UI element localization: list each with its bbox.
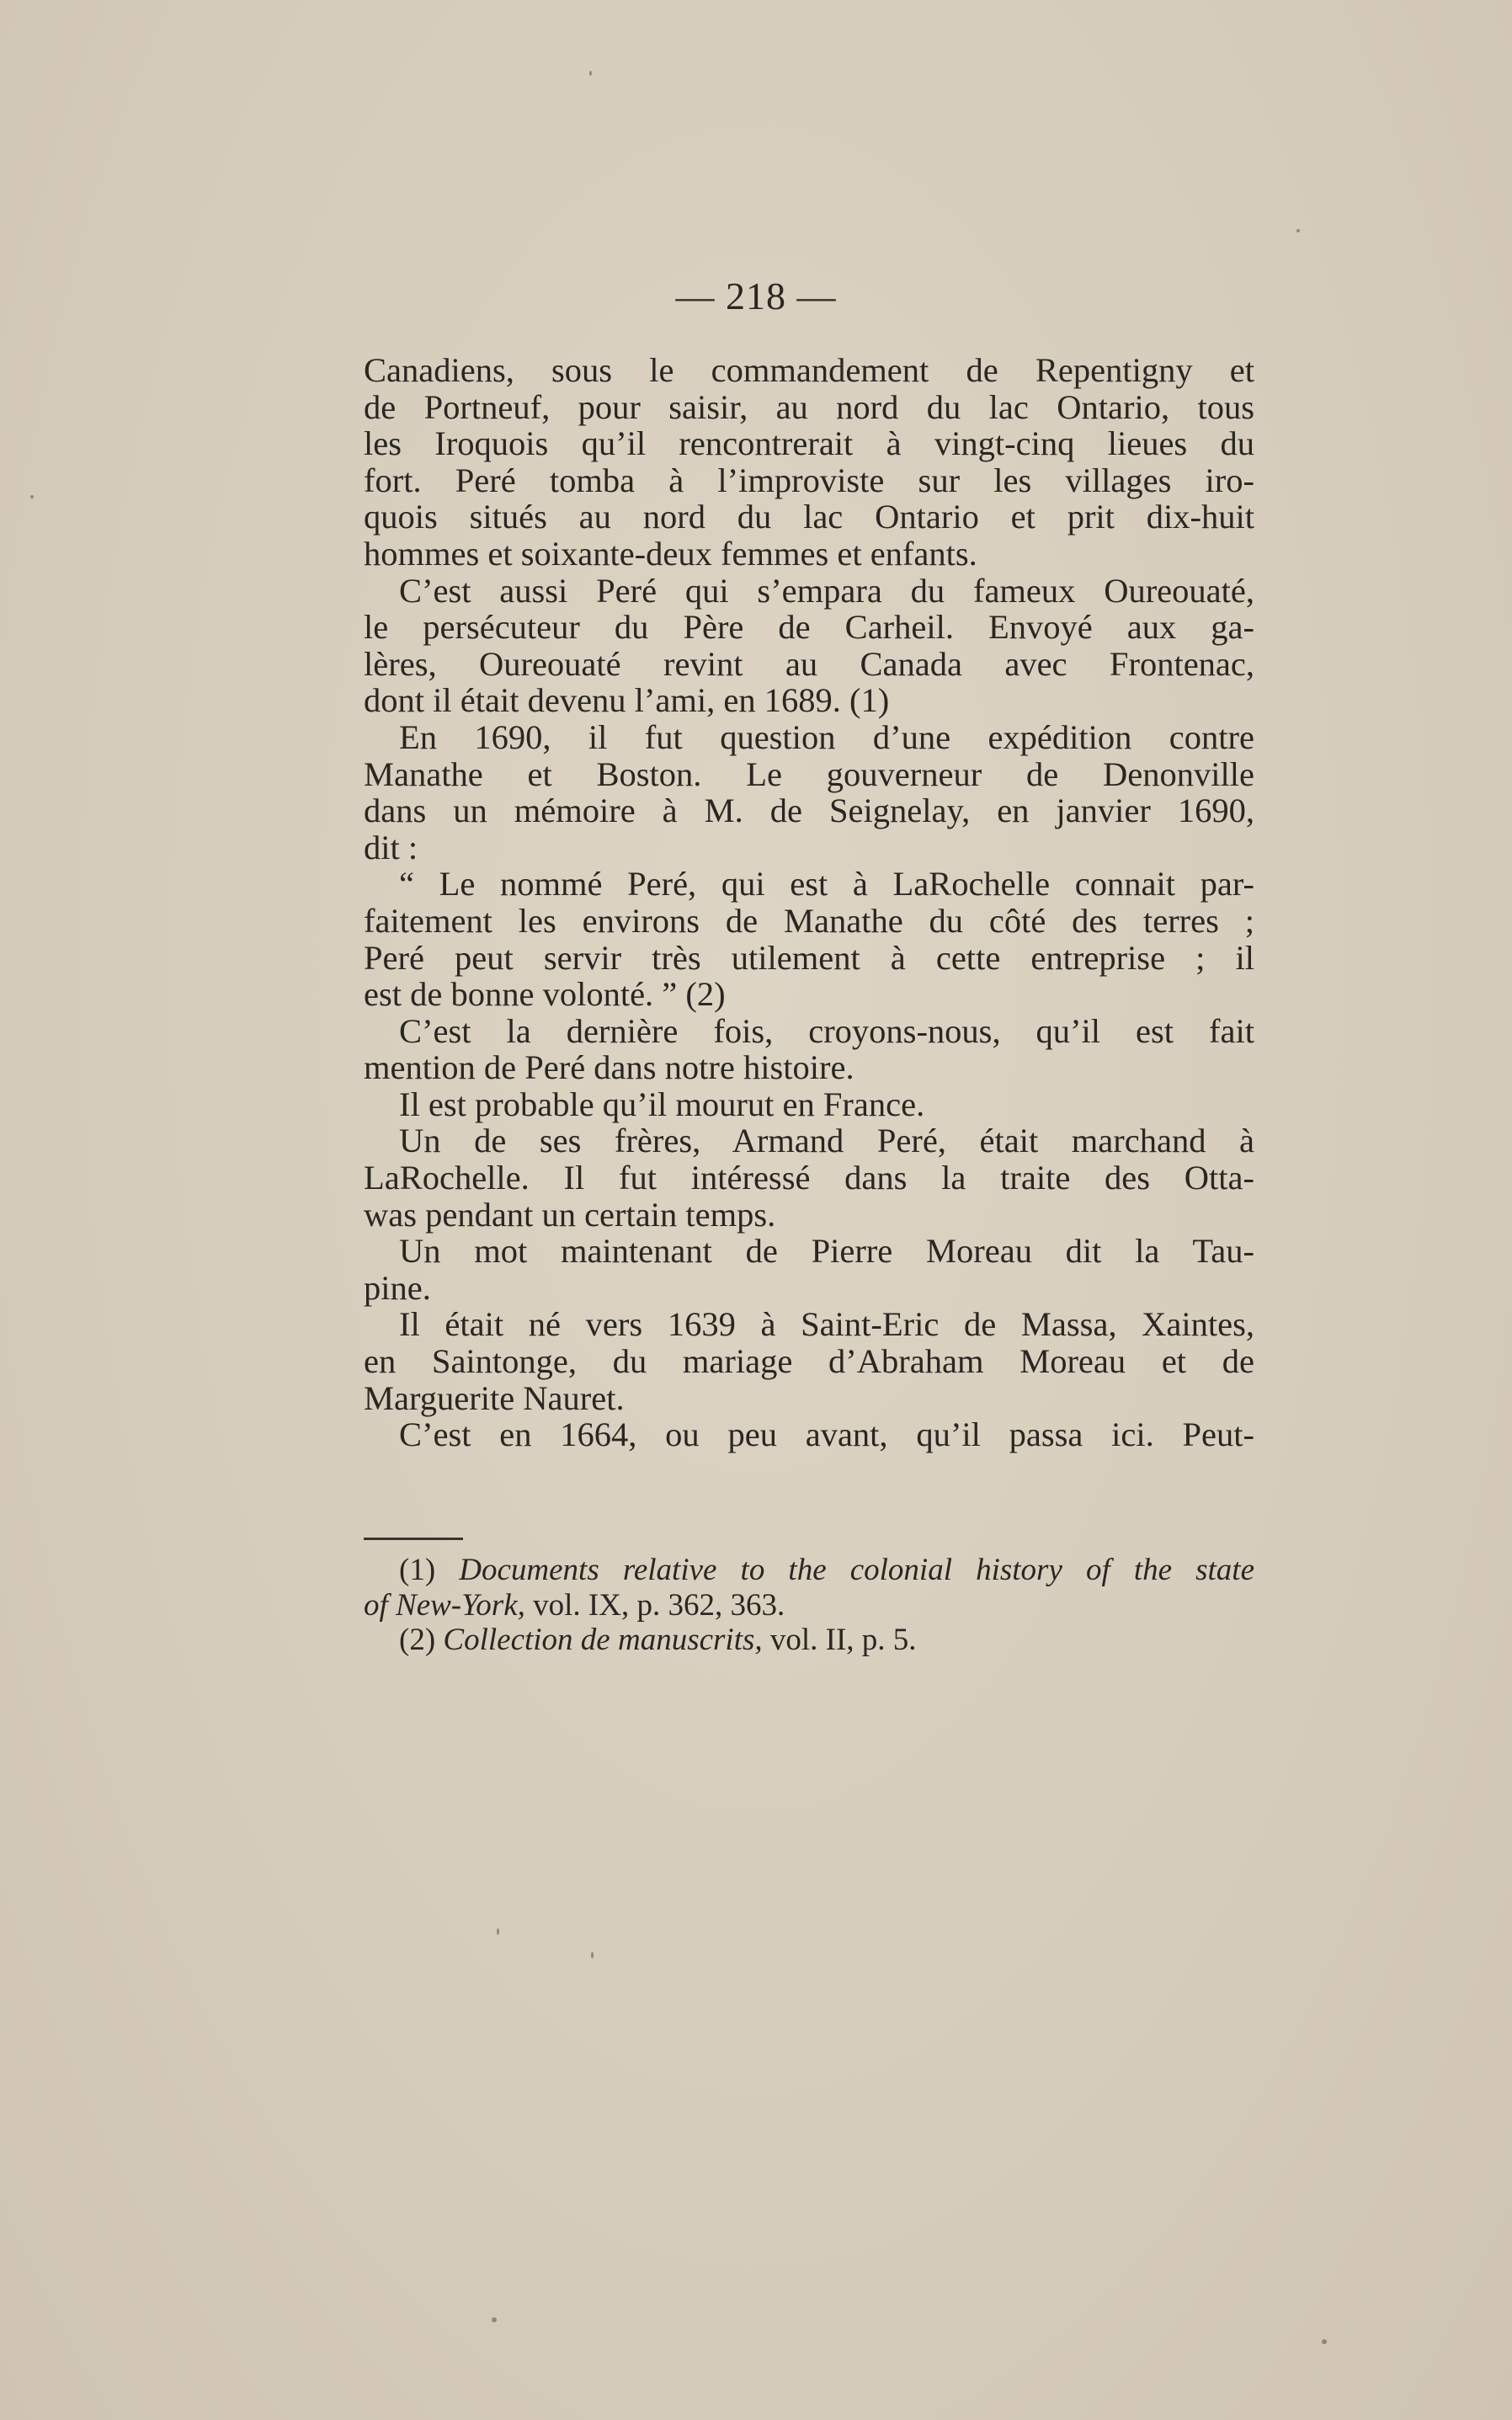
- text-line: les Iroquois qu’il rencontrerait à vingt-cinq lieues du: [364, 424, 1254, 463]
- footnote-marker: (2): [399, 1623, 436, 1657]
- text-line: Un de ses frères, Armand Peré, était marchand à: [399, 1122, 1254, 1160]
- text-line: hommes et soixante-deux femmes et enfants.: [364, 534, 977, 573]
- footnote-1: [364, 1553, 1254, 1588]
- text-line: quois situés au nord du lac Ontario et prit dix-huit: [364, 498, 1254, 536]
- text-line: Il est probable qu’il mourut en France.: [399, 1085, 925, 1123]
- text-line: Un mot maintenant de Pierre Moreau dit la Tau-: [399, 1232, 1254, 1271]
- text-line: Marguerite Nauret.: [364, 1378, 625, 1417]
- paper-speck: [1322, 2339, 1327, 2344]
- text-line: Peré peut servir très utilement à cette entreprise ; il: [364, 938, 1254, 977]
- paper-speck: [492, 2317, 497, 2322]
- text-line: dit :: [364, 828, 418, 866]
- text-line: lères, Oureouaté revint au Canada avec Frontenac,: [364, 644, 1254, 683]
- text-line: faitement les environs de Manathe du côté des terres ;: [364, 901, 1254, 940]
- footnote-reference: vol. II, p. 5.: [762, 1623, 917, 1657]
- text-line: dont il était devenu l’ami, en 1689. (1): [364, 681, 890, 720]
- text-line: fort. Peré tomba à l’improviste sur les villages iro-: [364, 461, 1254, 499]
- text-line: de Portneuf, pour saisir, au nord du lac Ontario, tous: [364, 387, 1254, 426]
- text-line: En 1690, il fut question d’une expédition contre: [399, 717, 1254, 756]
- footnote-2: [364, 1623, 1254, 1658]
- footnote-rule: [364, 1538, 463, 1540]
- footnote-1-continued: [364, 1588, 1254, 1623]
- page-number: — 218 —: [675, 275, 837, 317]
- text-line: C’est en 1664, ou peu avant, qu’il passa ici. Peut-: [399, 1415, 1254, 1454]
- text-line: mention de Peré dans notre histoire.: [364, 1048, 854, 1087]
- text-line: Il était né vers 1639 à Saint-Eric de Massa, Xaintes,: [399, 1305, 1254, 1344]
- text-line: est de bonne volonté. ” (2): [364, 975, 726, 1014]
- text-line: C’est la dernière fois, croyons-nous, qu’il est fait: [399, 1011, 1254, 1050]
- footnote-title: of New-York,: [364, 1587, 525, 1623]
- text-line: en Saintonge, du mariage d’Abraham Moreau et de: [364, 1342, 1254, 1381]
- paper-speck: [30, 495, 34, 498]
- text-line: le persécuteur du Père de Carheil. Envoyé aux ga-: [364, 608, 1254, 647]
- footnotes: [364, 1553, 1254, 1658]
- text-line: dans un mémoire à M. de Seignelay, en janvier 1690,: [364, 792, 1254, 830]
- footnote-reference: vol. IX, p. 362, 363.: [524, 1587, 785, 1623]
- text-line: C’est aussi Peré qui s’empara du fameux Oureouaté,: [399, 571, 1254, 610]
- footnote-title: Collection de manuscrits,: [443, 1623, 763, 1657]
- text-line: “ Le nommé Peré, qui est à LaRochelle connait par-: [399, 865, 1254, 904]
- paper-speck: [591, 1952, 594, 1959]
- body-text: [364, 352, 1254, 1453]
- footnote-title: Documents relative to the colonial history of the state: [459, 1553, 1255, 1587]
- paper-speck: [497, 1928, 499, 1935]
- paper-speck: [1296, 229, 1300, 232]
- footnote-marker: (1): [399, 1553, 436, 1587]
- paper-speck: [589, 71, 592, 76]
- text-line: was pendant un certain temps.: [364, 1195, 776, 1234]
- text-line: Canadiens, sous le commandement de Repentigny et: [364, 351, 1254, 389]
- text-line: pine.: [364, 1268, 431, 1307]
- text-line: Manathe et Boston. Le gouverneur de Denonville: [364, 754, 1254, 793]
- text-line: LaRochelle. Il fut intéressé dans la traite des Otta-: [364, 1159, 1254, 1197]
